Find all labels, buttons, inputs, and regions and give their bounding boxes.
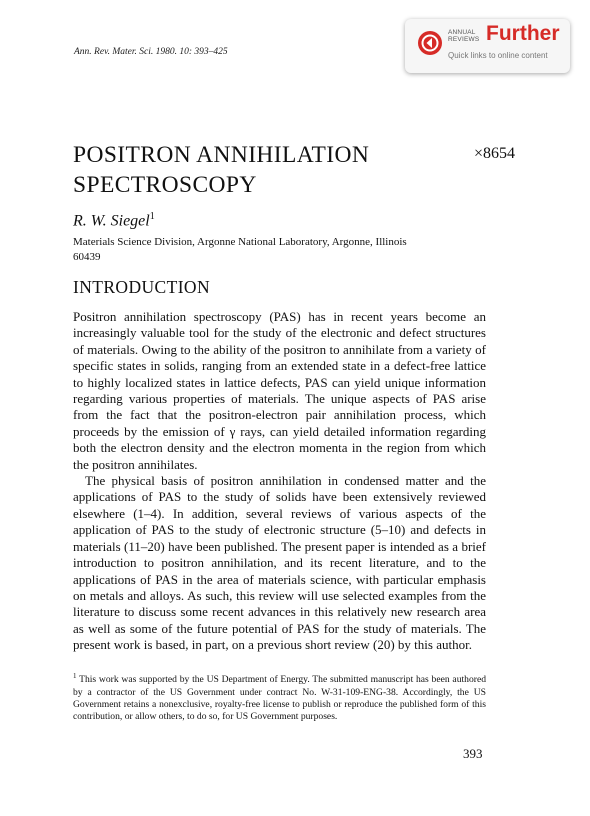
section-heading: INTRODUCTION xyxy=(73,277,211,297)
journal-reference: Ann. Rev. Mater. Sci. 1980. 10: 393–425 xyxy=(74,47,228,57)
introduction-body xyxy=(73,309,486,654)
further-label[interactable]: Further xyxy=(486,22,560,45)
body-paragraph-1: Positron annihilation spectroscopy (PAS) has in recent years become an increasingly valuable tool for the study of the electronic and defect structures of materials. Owing to the ability of the positron to annihilate from a variety of specific states in solids, ranging from an extended state in a defect-free lattice to highly localized states in lattice defects, PAS can yield unique information regarding various properties of materials. The unique aspects of PAS arise from the fact that the positron-electron pair annihilation process, which proceeds by the emission of γ rays, can yield detailed information regarding both the electron density and the electron momenta in the region from which the positron annihilates. xyxy=(73,309,486,472)
body-paragraph-2: The physical basis of positron annihilation in condensed matter and the applications of PAS to the study of solids have been extensively reviewed elsewhere (1–4). In addition, several reviews of various aspects of the application of PAS to the study of electronic structure (5–10) and defects in materials (11–20) have been published. The present paper is intended as a brief introduction to positron annihilation, and its recent literature, and to the applications of PAS in the area of materials science, with particular emphasis on metals and alloys. As such, this review will use selected examples from the literature to discuss some recent advances in this relatively new research area as well as some of the future potential of PAS for the study of materials. The present work is based, in part, on a previous short review (20) by this author. xyxy=(73,473,486,653)
footnote-mark: 1 xyxy=(73,672,77,680)
article-title xyxy=(73,140,369,200)
article-title-line-1: POSITRON ANNIHILATION xyxy=(73,142,370,168)
further-tagline: Quick links to online content xyxy=(448,51,548,60)
footnote xyxy=(73,670,486,724)
annual-reviews-wordmark: ANNUAL REVIEWS xyxy=(448,29,480,43)
author-footnote-mark: 1 xyxy=(149,211,155,222)
footnote-text: This work was supported by the US Department of Energy. The submitted manuscript has been authored by a contractor of the US Government under contract No. W-31-109-ENG-38. Accordingly, the US Government retains a nonexclusive, royalty-free license to publish or reproduce the published form of this contribution, or allow others, to do so, for US Government purposes. xyxy=(73,674,487,723)
author-affiliation: Materials Science Division, Argonne National Laboratory, Argonne, Illinois 60439 xyxy=(73,236,407,263)
author-line xyxy=(73,211,155,230)
author-name: R. W. Siegel xyxy=(73,212,150,230)
article-title-line-2: SPECTROSCOPY xyxy=(73,172,257,198)
document-number: ×8654 xyxy=(474,145,516,162)
page-number: 393 xyxy=(463,746,483,761)
annual-reviews-logo-icon xyxy=(418,31,442,55)
further-links-badge[interactable] xyxy=(405,19,570,73)
